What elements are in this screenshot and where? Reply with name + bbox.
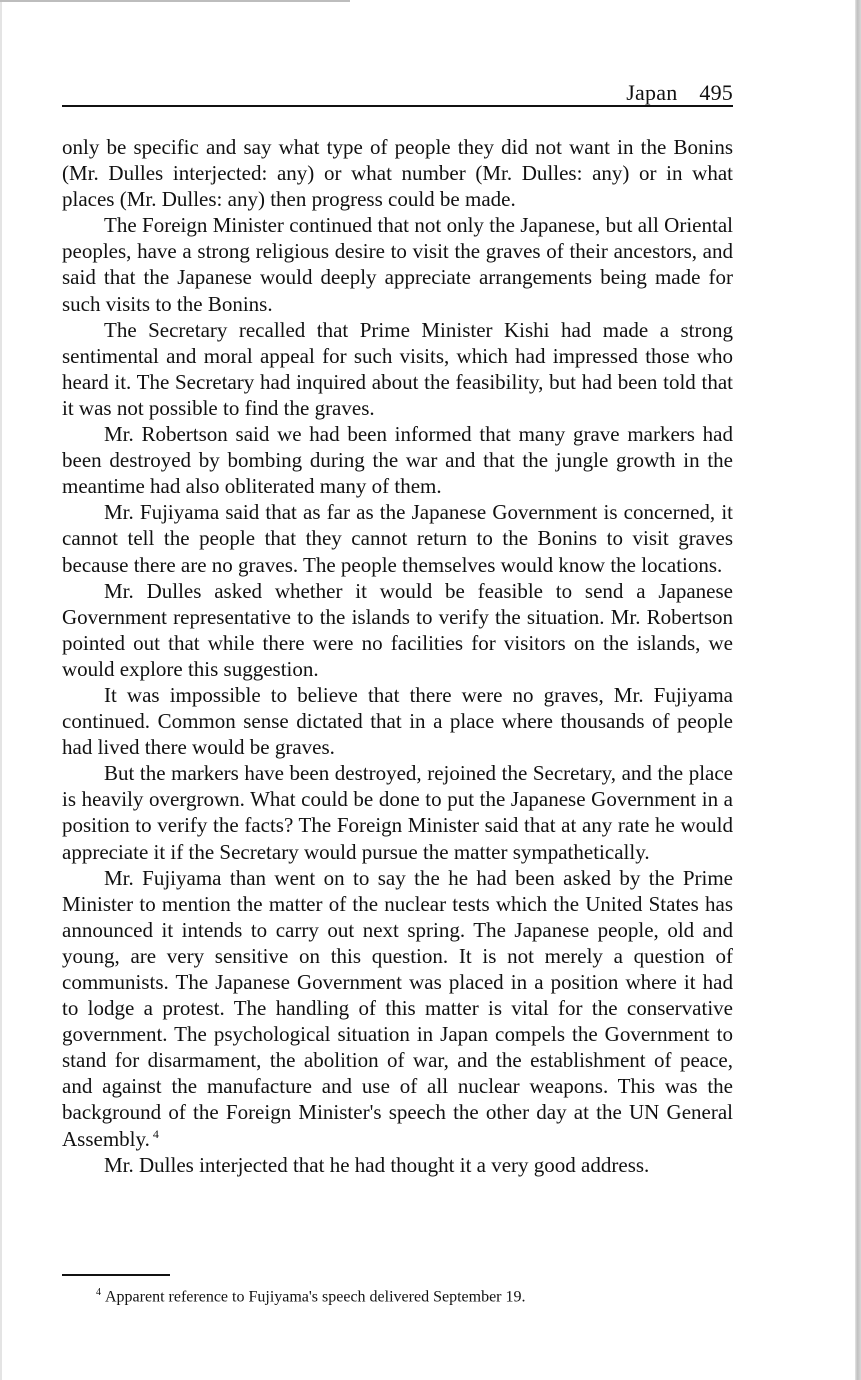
running-head	[62, 80, 733, 106]
paragraph: The Secretary recalled that Prime Minister Kishi had made a strong sentimental and moral appeal for such visits, which had impressed those who heard it. The Secretary had inquired about the feasibility, but had been told that it was not possible to find the graves.	[62, 317, 733, 420]
footnote	[96, 1283, 733, 1307]
header-rule	[62, 105, 733, 107]
paragraph: It was impossible to believe that there were no graves, Mr. Fujiyama continued. Common sense dictated that in a place where thousands of people had lived there would be graves.	[62, 682, 733, 760]
footnote-rule	[62, 1274, 170, 1276]
page-binding-edge	[855, 0, 861, 1380]
paragraph-with-footnote	[62, 865, 733, 1152]
paragraph: But the markers have been destroyed, rejoined the Secretary, and the place is heavily overgrown. What could be done to put the Japanese Government in a position to verify the facts? The Foreign Minister said that at any rate he would appreciate it if the Secretary would pursue the matter sympathetically.	[62, 761, 733, 864]
paragraph-text: Mr. Fujiyama than went on to say the he had been asked by the Prime Minister to mention the matter of the nuclear tests which the United States has announced it intends to carry out next spring. The Japanese people, old and young, are very sensitive on this question. It is not merely a question of communists. The Japanese Government was placed in a position where it had to lodge a protest. The handling of this matter is vital for the conservative government. The psychological situation in Japan compels the Government to stand for disarmament, the abolition of war, and the establishment of peace, and against the manufacture and use of all nuclear weapons. This was the background of the Foreign Minister's speech the other day at the UN General Assembly.	[62, 865, 733, 1151]
page-top-edge	[0, 0, 350, 2]
paragraph: Mr. Dulles interjected that he had thought it a very good address.	[104, 1152, 650, 1177]
paragraph-continued: only be specific and say what type of people they did not want in the Bonins (Mr. Dulles interjected: any) or what number (Mr. Dulles: any) or in what places (Mr. Dulles: any) then progress could be made.	[62, 135, 733, 212]
paragraph: Mr. Fujiyama said that as far as the Japanese Government is concerned, it cannot tell the people that they cannot return to the Bonins to visit graves because there are no graves. The people themselves would know the locations.	[62, 500, 733, 577]
footnote-reference: 4	[152, 1126, 159, 1141]
paragraph: The Foreign Minister continued that not only the Japanese, but all Oriental peoples, have a strong religious desire to visit the graves of their ancestors, and said that the Japanese would deeply appreciate arrangements being made for such visits to the Bonins.	[62, 213, 733, 316]
running-head-section: Japan	[626, 80, 678, 105]
footnote-marker: 4	[96, 1287, 101, 1298]
paragraph: Mr. Robertson said we had been informed that many grave markers had been destroyed by bombing during the war and that the jungle growth in the meantime had also obliterated many of them.	[62, 422, 733, 499]
page-left-edge	[0, 0, 2, 1380]
page-number: 495	[699, 80, 733, 105]
body-text	[62, 134, 733, 1178]
paragraph: Mr. Dulles asked whether it would be feasible to send a Japanese Government representative to the islands to verify the situation. Mr. Robertson pointed out that while there were no facilities for visitors on the islands, we would explore this suggestion.	[62, 578, 733, 681]
footnote-text: Apparent reference to Fujiyama's speech delivered September 19.	[105, 1288, 526, 1306]
